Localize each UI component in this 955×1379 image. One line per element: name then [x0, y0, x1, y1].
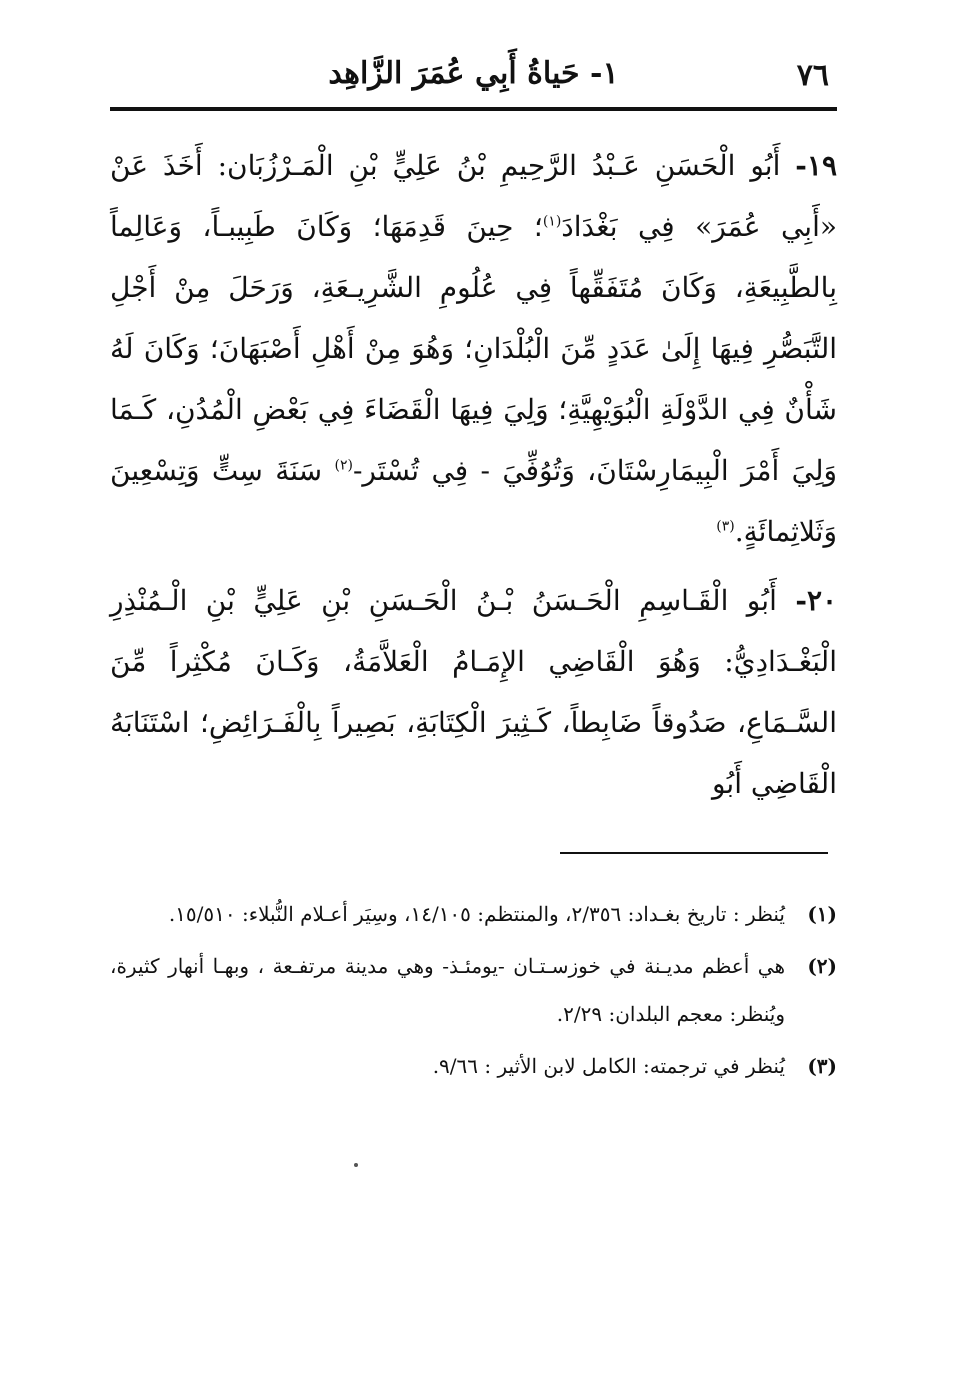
footnote-2: [110, 942, 837, 1038]
footnote-ref-1: (١): [542, 213, 562, 230]
footnote-ref-2: (٢): [334, 457, 353, 474]
header-rule: [110, 107, 837, 111]
entry-text: سَنَةَ سِتٍّ وَتِسْعِينَ وَثَلاثِمائَةٍ.: [110, 454, 837, 548]
footnote-marker: (٣): [807, 1054, 837, 1078]
footnote-1: [110, 890, 837, 938]
footnote-3: [110, 1042, 837, 1090]
entry-number: ١٩-: [795, 149, 837, 182]
entry-text: أَبُو الْقَـاسِمِ الْحَـسَنُ بْـنُ الْحَـسَنِ بْنِ عَلِيٍّ بْنِ الْـمُنْذِرِ الْبَغْـدَادِيُّ: وَهُوَ الْقَاضِي الإِمَـامُ الْعَلاَّمَةُ، وَكَـانَ مُكْثِراً مِّنَ السَّـمَاعِ، صَدُوقاً ضَابِطاً، كَـثِيرَ الْكِتَابَةِ، بَصِيراً بِالْفَـرَائِضِ؛ اسْتَنَابَهُ الْقَاضِي أَبُو: [110, 584, 837, 800]
scan-speck: [354, 1163, 358, 1167]
footnote-separator: [560, 852, 828, 854]
footnote-text: يُنظر : تاريخ بغـداد: ٢/٣٥٦، والمنتظم: ١٤/١٠٥، وسِيَر أعـلام النُّبلاء: ١٥/٥١٠.: [168, 902, 785, 926]
page-number: ٧٦: [796, 58, 829, 93]
footnote-marker: (١): [807, 902, 837, 926]
footnote-marker: (٢): [807, 954, 837, 978]
footnote-text: هي أعظم مديـنة في خوزسـتـان -يومئـذ- وهي مدينة مرتفـعة ، وبهـا أنهار كثيرة، ويُنظر: معجم البلدان: ٢/٢٩.: [110, 954, 785, 1026]
running-title: ١- حَياةُ أَبِي عُمَرَ الزَّاهِد: [328, 56, 619, 91]
entry-text: أَبُو الْحَسَنِ عَـبْدُ الرَّحِيمِ بْنُ عَلِيٍّ بْنِ الْمَـرْزُبَان: أَخَذَ عَنْ «أَبِي عُمَرَ» فِي بَغْدَادَ: [110, 149, 837, 243]
footnote-ref-3: (٣): [716, 518, 735, 535]
entry-text: ؛ حِينَ قَدِمَهَا؛ وَكَانَ طَبِيبـاً، وَعَالِماً بِالطَّبِيعَةِ، وَكَانَ مُتَفَقِّهاً فِي عُلُومِ الشَّرِيـعَةِ، وَرَحَلَ مِنْ أَجْلِ التَّبَصُّرِ فِيهَا إِلَىٰ عَدَدٍ مِّنَ الْبُلْدَانِ؛ وَهُوَ مِنْ أَهْلِ أَصْبَهَانَ؛ وَكَانَ لَهُ شَأْنٌ فِي الدَّوْلَةِ الْبُوَيْهِيَّةِ؛ وَلِيَ فِيهَا الْقَضَاءَ فِي بَعْضِ الْمُدُنِ، كَـمَا وَلِيَ أَمْرَ الْبِيمَارِسْتَانَ، وَتُوُفِّيَ - فِي تُسْتَر-: [110, 210, 837, 487]
biography-entry-19: [110, 135, 837, 562]
biography-entry-20: [110, 570, 837, 814]
footnote-text: يُنظر في ترجمته: الكامل لابن الأثير : ٩/٦٦.: [432, 1054, 785, 1078]
entry-number: ٢٠-: [795, 584, 838, 617]
page-header: [110, 50, 837, 110]
main-text: [110, 135, 837, 822]
footnotes: [110, 890, 837, 1094]
